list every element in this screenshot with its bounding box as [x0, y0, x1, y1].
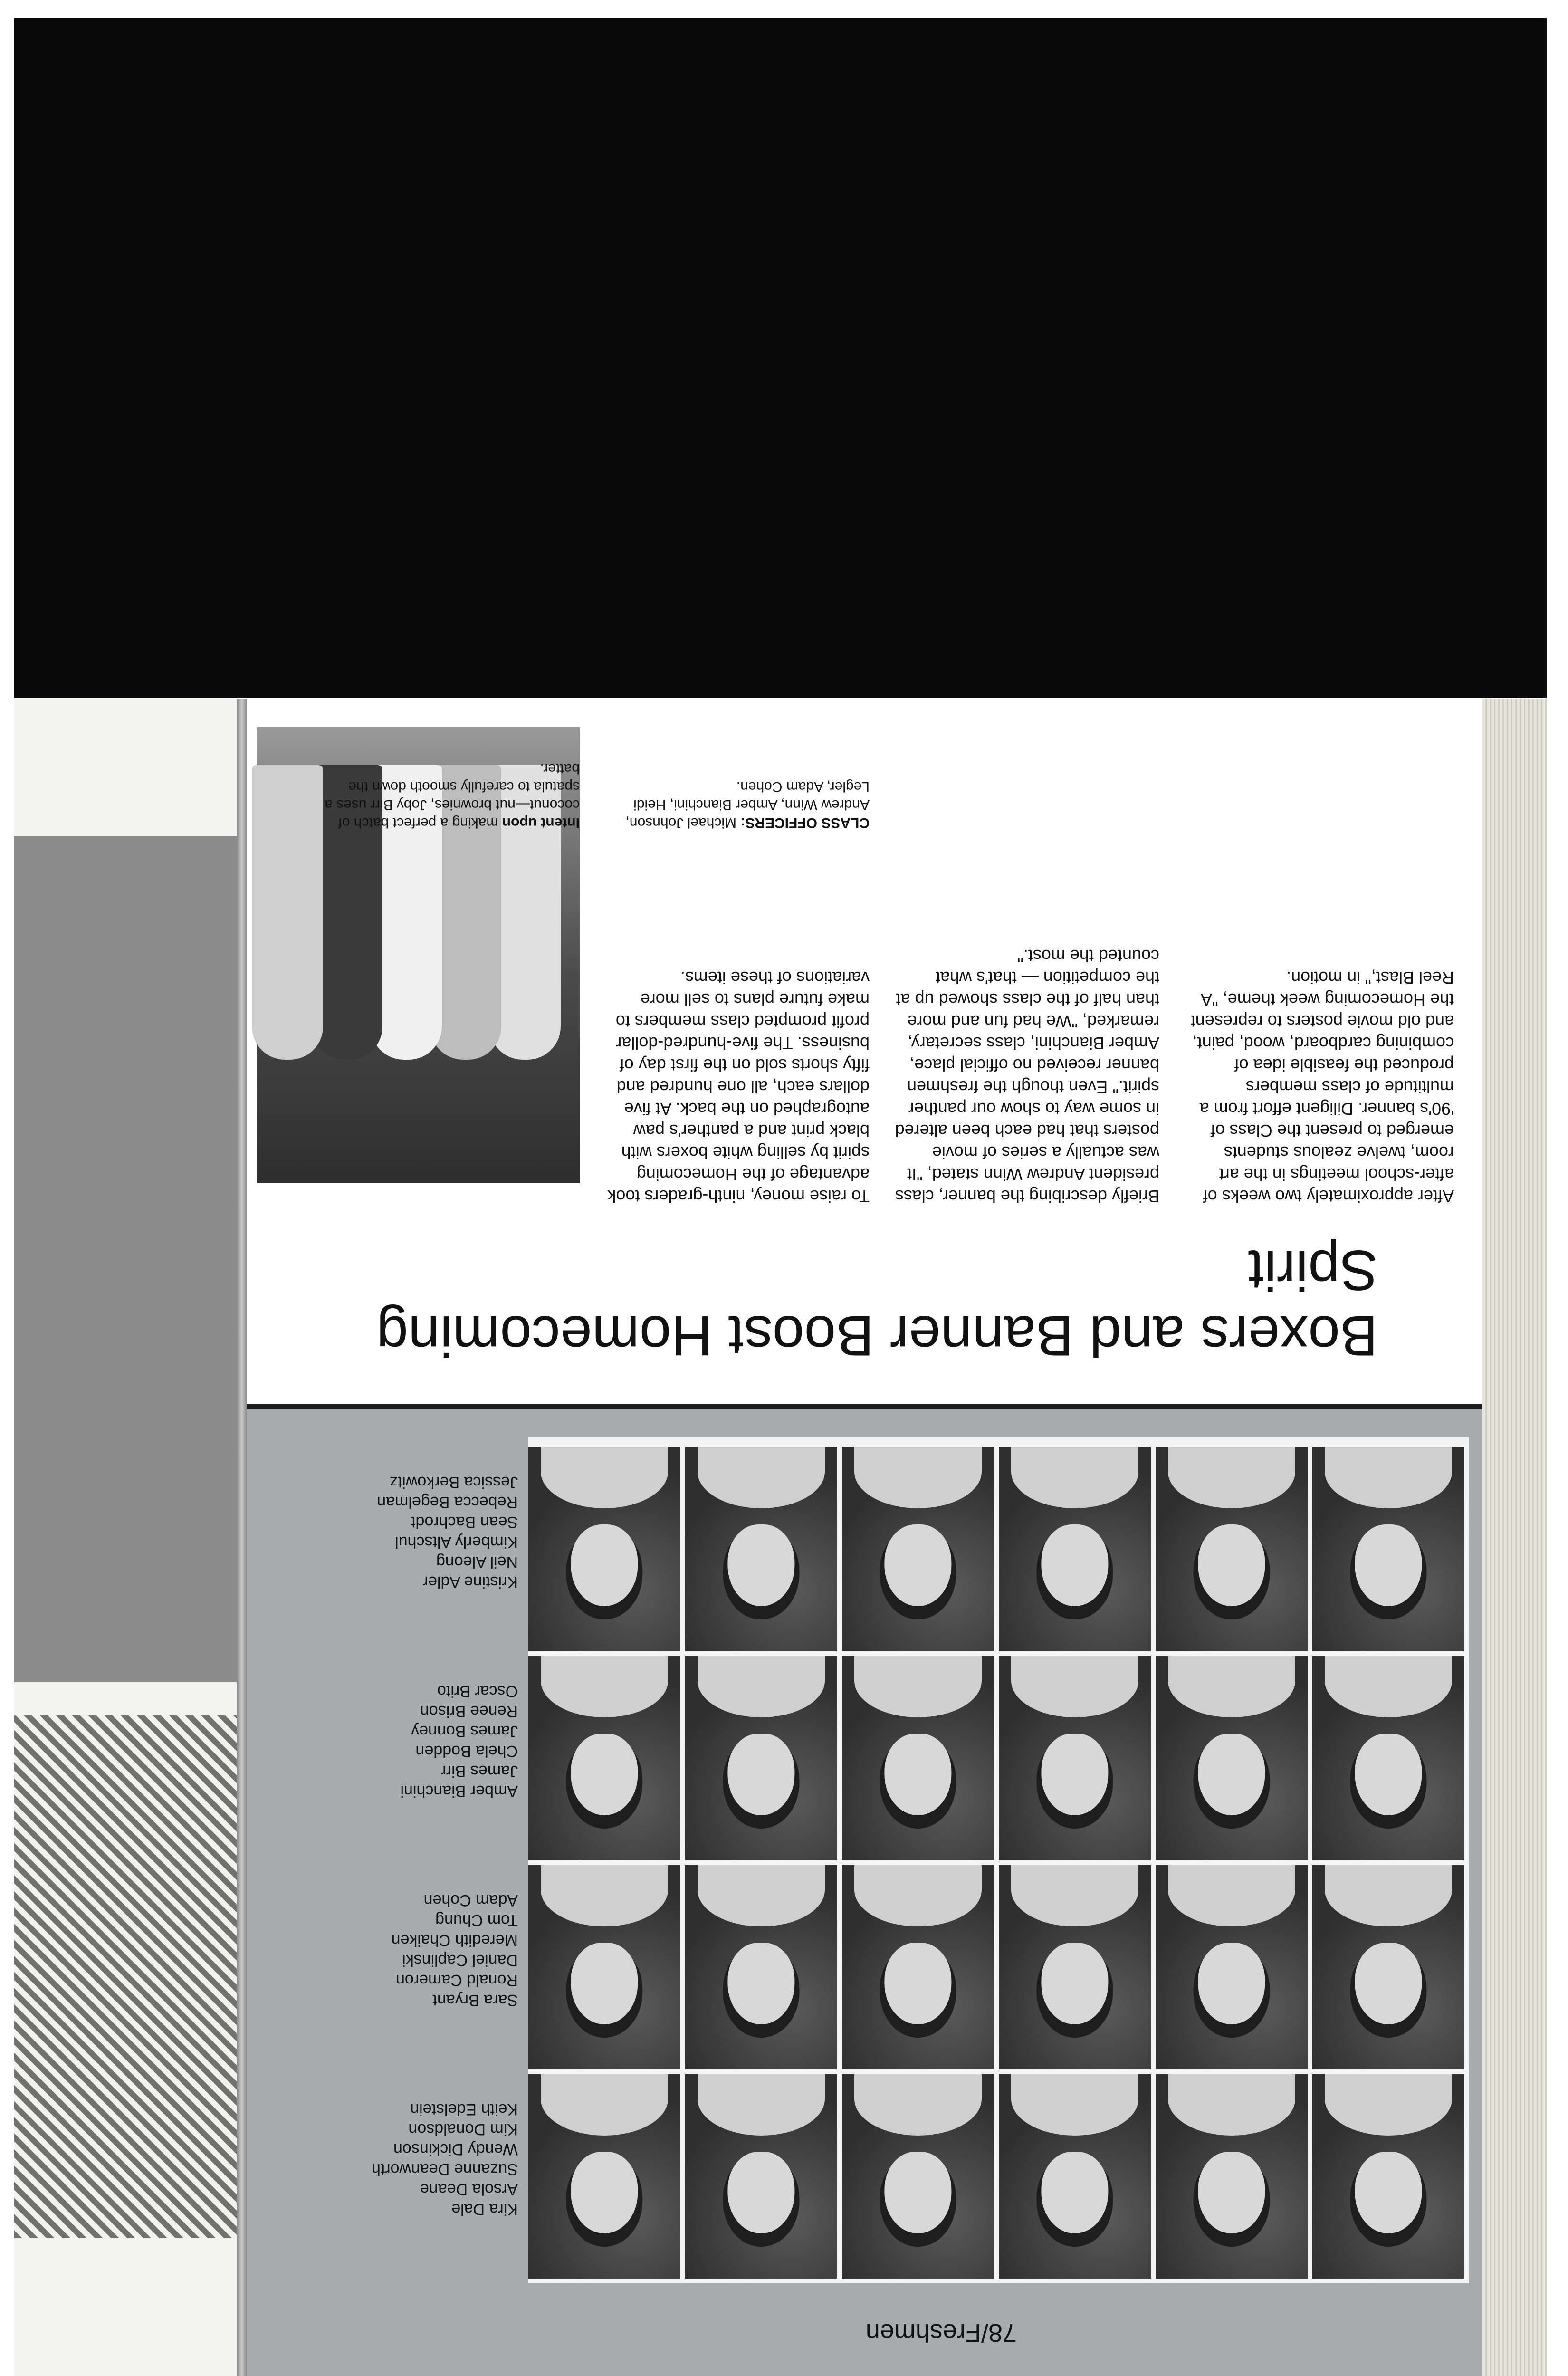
student-name: Neil Aleong [436, 1553, 518, 1571]
student-portrait [685, 2074, 837, 2279]
student-name: Renee Brison [420, 1702, 518, 1720]
article-headline: Boxers and Banner Boost Homecoming Spirit [376, 1238, 1378, 1368]
caption-text: Michael Johnson, Andrew Winn, Amber Bianchini, Heidi Legler, Adam Cohen. [625, 779, 870, 831]
page-content-rotated [247, 699, 1482, 2376]
student-name: Tom Chung [435, 1911, 518, 1929]
student-portrait [999, 2074, 1151, 2279]
student-portrait [685, 1865, 837, 2069]
student-portrait [999, 1865, 1151, 2069]
student-name: Kristine Adler [422, 1573, 518, 1591]
article-column-1 [1188, 967, 1454, 1207]
facing-page-photo [14, 1715, 237, 2238]
student-name: Keith Edelstein [410, 2100, 518, 2118]
student-portrait [528, 1447, 680, 1651]
officer-figure [252, 765, 323, 1060]
student-portrait [1156, 1447, 1308, 1651]
student-name: Arsola Deane [420, 2180, 518, 2198]
article-paragraph: After approximately two weeks of after-school meetings in the art room, twelve zealous students emerged to present the Class of '90's banner. Diligent effort from a multitude of class members produced the feasible idea of combining cardboard, wood, paint, and old movie posters to represent the Homecoming week theme, "A Reel Blast," in motion. [1190, 968, 1454, 1206]
portrait-name-list [371, 2099, 518, 2219]
student-name: Sara Bryant [432, 1991, 518, 2009]
student-name: Sean Bachrodt [411, 1513, 518, 1531]
student-name: Daniel Caplinski [402, 1951, 518, 1969]
student-name: Chela Bodden [415, 1742, 518, 1760]
student-name: Adam Cohen [423, 1891, 518, 1909]
article-paragraph: Briefly describing the banner, class president Andrew Winn stated, "It was actually a series of movie posters that had each been altered in some way to show our panther spirit." Even though the freshmen banner received no official place, Amber Bianchini, class secretary, remarked, "We had fun and more than half of the class showed up at the competition — that's what counted the most." [895, 946, 1159, 1206]
student-portrait [528, 1865, 680, 2069]
student-portrait [842, 1865, 994, 2069]
baking-caption [314, 759, 580, 832]
student-name: Suzanne Deanworth [371, 2160, 518, 2178]
book-page-edges [1482, 699, 1547, 2376]
student-name: Amber Bianchini [400, 1782, 518, 1800]
portrait-name-list [375, 1472, 518, 1592]
caption-lead: CLASS OFFICERS: [740, 815, 870, 831]
student-name: Wendy Dickinson [393, 2140, 518, 2158]
portrait-name-list [375, 1681, 518, 1801]
student-portrait [685, 1447, 837, 1651]
student-name: James Birr [440, 1762, 518, 1780]
page-folio: 78/Freshmen [865, 2319, 1017, 2347]
student-name: Oscar Brito [437, 1682, 518, 1700]
student-portrait [1156, 2074, 1308, 2279]
facing-page-portraits [14, 836, 237, 1682]
scan-background [14, 18, 1547, 698]
article-column-3 [603, 967, 870, 1207]
student-name: Kimberly Altschul [395, 1533, 518, 1551]
student-portrait [842, 1656, 994, 1860]
book-gutter [237, 699, 247, 2376]
student-portrait [999, 1656, 1151, 1860]
caption-text: making a perfect batch of coconut—nut brownies, Joby Birr uses a spatula to carefully smooth down the batter. [325, 761, 580, 831]
student-name: Kira Dale [451, 2200, 518, 2218]
student-portrait [842, 1447, 994, 1651]
article-column-2 [893, 945, 1159, 1207]
student-portrait [528, 1656, 680, 1860]
student-portrait [1156, 1656, 1308, 1860]
student-name: Meredith Chaiken [391, 1931, 518, 1949]
caption-lead: Intent upon [502, 815, 580, 831]
student-name: James Bonney [411, 1722, 518, 1740]
student-portrait [1156, 1865, 1308, 2069]
student-name: Jessica Berkowitz [389, 1473, 518, 1491]
student-portrait [528, 2074, 680, 2279]
student-portrait [842, 2074, 994, 2279]
officers-caption [603, 777, 870, 832]
student-portrait [1312, 1656, 1464, 1860]
student-name: Rebecca Begelman [377, 1493, 518, 1511]
article-paragraph: To raise money, ninth-graders took advantage of the Homecoming spirit by selling white boxers with black print and a panther's paw autographed on the back. At five dollars each, all one hundred and fifty shorts sold on the first day of business. The five-hundred-dollar profit prompted class members to make future plans to sell more variations of these items. [607, 968, 870, 1206]
student-portrait [1312, 1447, 1464, 1651]
student-portrait [1312, 1865, 1464, 2069]
student-name: Kim Donaldson [408, 2120, 518, 2138]
student-name: Ronald Cameron [395, 1971, 518, 1989]
yearbook-page [247, 699, 1482, 2376]
student-portrait [999, 1447, 1151, 1651]
portrait-grid [528, 1437, 1469, 2283]
section-rule [247, 1404, 1482, 1409]
facing-page-edge [14, 699, 237, 2376]
student-portrait [1312, 2074, 1464, 2279]
portrait-name-list [375, 1890, 518, 2010]
student-portrait [685, 1656, 837, 1860]
